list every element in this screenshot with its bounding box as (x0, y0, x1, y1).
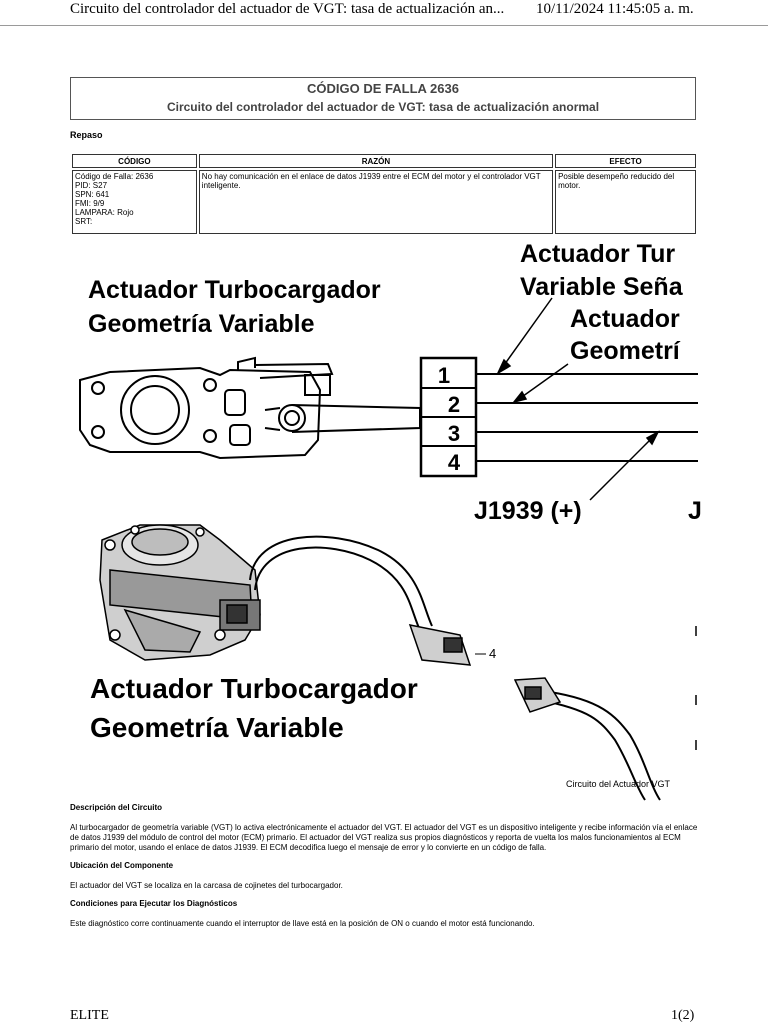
right-label-line4: Geometrí (570, 337, 680, 365)
pin-2-label: 2 (447, 392, 461, 417)
actuator-illustration (100, 525, 260, 660)
diagram-caption: Circuito del Actuador VGT (566, 779, 671, 789)
actuator-label-top-line1: Actuador Turbocargador (88, 276, 381, 304)
code-line: SRT: (75, 217, 93, 226)
actuator-top-drawing (80, 358, 420, 458)
table-header-row (72, 154, 696, 168)
print-header-title: Circuito del controlador del actuador de VGT: tasa de actualización an... (70, 1, 505, 17)
right-label-line3: Actuador (570, 305, 680, 333)
actuator-label-bottom-line1: Actuador Turbocargador (90, 673, 418, 704)
right-label-line2: Variable Seña (520, 273, 683, 301)
fault-title-box (70, 77, 696, 120)
section-text-location: El actuador del VGT se localiza en la carcasa de cojinetes del turbocargador. (70, 881, 343, 890)
fault-code-table (70, 152, 698, 236)
pin-1-label: 1 (437, 363, 451, 388)
column-header-efecto: EFECTO (555, 154, 696, 168)
vgt-circuit-diagram (70, 240, 702, 800)
harness-cable (250, 537, 660, 800)
section-title-description: Descripción del Circuito (70, 803, 163, 812)
pin-4-label: 4 (447, 450, 461, 475)
right-label-line1: Actuador Tur (520, 240, 676, 268)
fault-description: Circuito del controlador del actuador de VGT: tasa de actualización anormal (166, 100, 600, 114)
footer-page-number: 1(2) (671, 1008, 695, 1023)
connector-plug (410, 625, 560, 712)
pin-3-label: 3 (447, 421, 461, 446)
header-divider (0, 25, 768, 26)
print-header-datetime: 10/11/2024 11:45:05 a. m. (536, 1, 694, 17)
j1939-label: J1939 (+) (474, 497, 582, 525)
effect-cell: Posible desempeño reducido del motor. (555, 170, 696, 234)
section-title-location: Ubicación del Componente (70, 861, 174, 870)
actuator-label-bottom-line2: Geometría Variable (90, 712, 344, 743)
code-line: SPN: 641 (75, 190, 110, 199)
column-header-razon: RAZÓN (199, 154, 553, 168)
repaso-label: Repaso (70, 130, 103, 140)
section-text-conditions: Este diagnóstico corre continuamente cuando el interruptor de llave está en la posición de ON o cuando el motor está funcionando. (70, 919, 535, 928)
reason-cell: No hay comunicación en el enlace de datos J1939 entre el ECM del motor y el controlador VGT inteligente. (199, 170, 553, 234)
code-line: FMI: 9/9 (75, 199, 105, 208)
section-title-conditions: Condiciones para Ejecutar los Diagnósticos (70, 899, 238, 908)
section-text-description: Al turbocargador de geometría variable (VGT) lo activa electrónicamente el actuador del VGT. El actuador del VGT es un dispositivo inteligente y recibe información vía el enlace de datos J1939 del módulo de control del motor (ECM) primario. El actuador del VGT realiza sus propios diagnósticos y reporta de vuelta los malos funcionamientos al ECM primario del motor, usando el enlace de datos J1939. El ECM decodifica luego el mensaje de error y lo convierte en un código de falla. (70, 823, 698, 852)
footer-brand: ELITE (70, 1008, 109, 1023)
fault-code-title: CÓDIGO DE FALLA 2636 (307, 81, 459, 96)
column-header-codigo: CÓDIGO (72, 154, 197, 168)
code-cell (72, 170, 197, 234)
code-line: LAMPARA: Rojo (75, 208, 134, 217)
connector-pin-box (421, 358, 476, 476)
circuit-wires (476, 374, 698, 461)
code-line: PID: S27 (75, 181, 108, 190)
actuator-label-top-line2: Geometría Variable (88, 310, 315, 338)
j1939-label-cut: J (688, 497, 702, 525)
diagnostic-sections (70, 803, 698, 929)
connector-pin-number: 4 (489, 646, 497, 661)
table-row (72, 170, 696, 234)
code-line: Código de Falla: 2636 (75, 172, 154, 181)
